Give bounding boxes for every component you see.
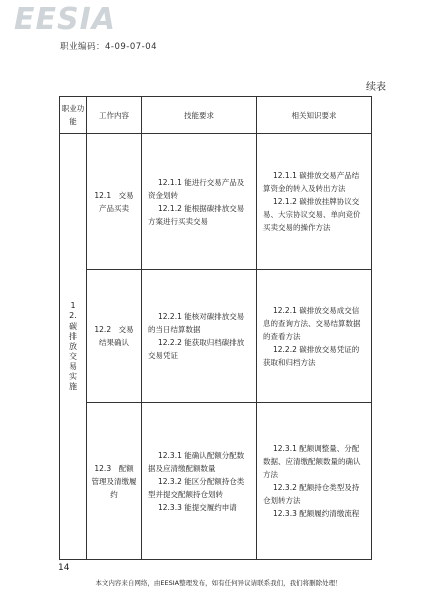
knowledge-cell	[257, 403, 372, 560]
skills-cell	[142, 403, 257, 560]
knowledge-item: 12.3.2 配额持仓类型及持仓划转方法	[263, 483, 360, 505]
requirements-table	[59, 96, 372, 560]
knowledge-item: 12.3.1 配额调整量、分配数据、应清缴配额数量的确认方法	[263, 444, 361, 479]
page-number: 14	[58, 563, 70, 573]
skill-item: 12.1.2 能根据碳排放交易方案进行买卖交易	[148, 203, 245, 226]
continued-label: 续表	[366, 82, 386, 93]
header-knowledge-requirements: 相关知识要求	[257, 97, 372, 134]
table-header-row	[60, 97, 372, 134]
knowledge-item: 12.2.2 碳排放交易凭证的获取和归档方法	[263, 344, 360, 367]
knowledge-cell	[257, 134, 372, 270]
eesia-logo: EESIA	[14, 2, 116, 37]
knowledge-item: 12.3.3 配额履约清缴流程	[273, 509, 360, 518]
skills-cell	[142, 134, 257, 270]
skill-item: 12.2.1 能核对碳排放交易的当日结算数据	[148, 312, 245, 334]
skill-item: 12.3.1 能确认配额分配数据及应清缴配额数量	[148, 450, 245, 473]
work-content-cell: 12.2 交易结果确认	[87, 270, 142, 403]
skill-item: 12.3.3 能提交履约申请	[158, 502, 237, 512]
header-skill-requirements: 技能要求	[142, 97, 257, 134]
knowledge-cell	[257, 270, 372, 403]
knowledge-item: 12.1.1 碳排放交易产品结算资金的转入及转出方法	[263, 171, 360, 193]
table-row	[60, 270, 372, 403]
skill-item: 12.1.1 能进行交易产品及资金划转	[148, 177, 245, 200]
job-code: 职业编码：4-09-07-04	[60, 42, 158, 52]
work-content-cell: 12.3 配额管理及清缴履约	[87, 403, 142, 560]
function-cell	[60, 134, 87, 560]
function-name: 碳排放交易实施	[69, 321, 77, 391]
knowledge-item: 12.1.2 碳排放挂牌协议交易、大宗协议交易、单向竞价买卖交易的操作方法	[263, 197, 361, 232]
skills-cell	[142, 270, 257, 403]
work-content-cell: 12.1 交易产品买卖	[87, 134, 142, 270]
knowledge-item: 12.2.1 碳排放交易成交信息的查询方法、交易结算数据的查看方法	[263, 305, 361, 341]
header-function: 职业功能	[60, 97, 87, 134]
skill-item: 12.3.2 能区分配额持仓类型并提交配额持仓划转	[148, 476, 245, 499]
header-work-content: 工作内容	[87, 97, 142, 134]
table-row	[60, 403, 372, 560]
function-number: 12.	[69, 300, 77, 320]
skill-item: 12.2.2 能获取归档碳排放交易凭证	[148, 338, 245, 360]
table-row	[60, 134, 372, 270]
footer-disclaimer: 本文内容来自网络，由EESIA整理发布，如有任何异议请联系我们，我们将删除处理！	[95, 579, 342, 587]
